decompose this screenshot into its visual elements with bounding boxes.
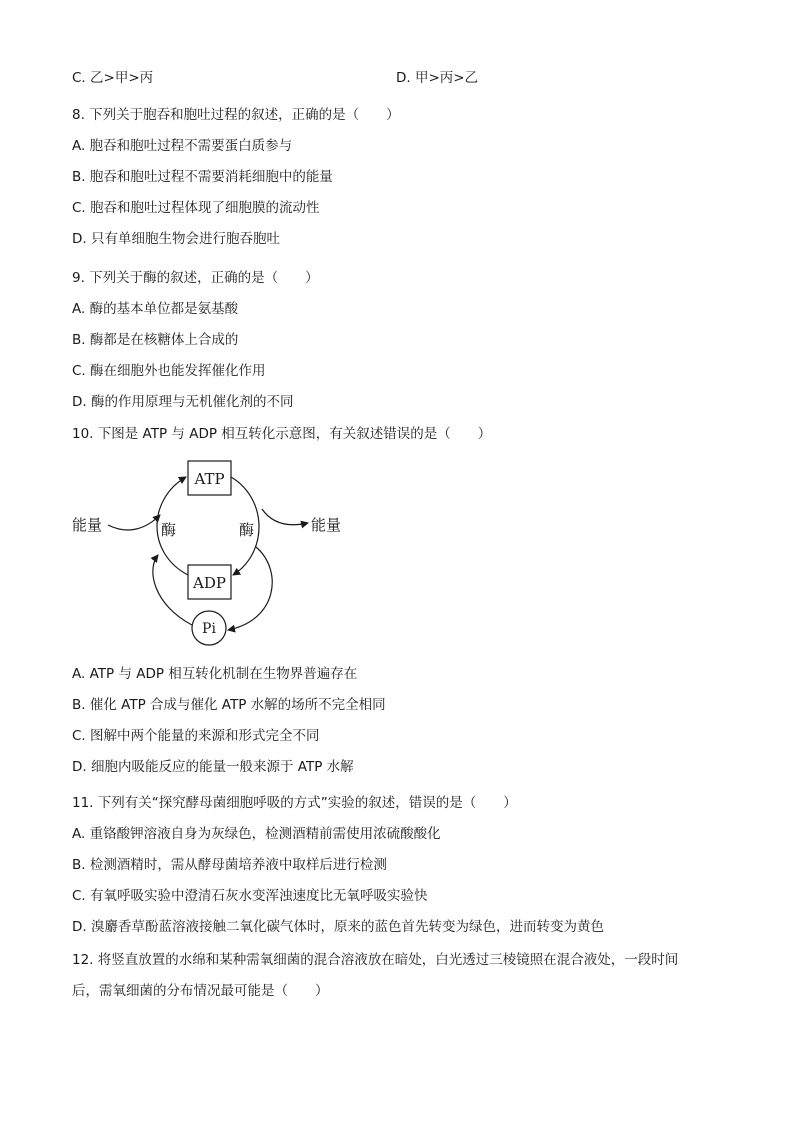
q8-option-c: C. 胞吞和胞吐过程体现了细胞膜的流动性 xyxy=(72,200,320,216)
q8-option-d: D. 只有单细胞生物会进行胞吞胞吐 xyxy=(72,231,280,247)
q11-option-d: D. 溴麝香草酚蓝溶液接触二氧化碳气体时，原来的蓝色首先转变为绿色，进而转变为黄色 xyxy=(72,919,604,935)
q12-stem-line1: 12. 将竖直放置的水绵和某种需氧细菌的混合溶液放在暗处，白光透过三棱镜照在混合液处，一段时间 xyxy=(72,952,679,968)
q11-stem: 11. 下列有关“探究酵母菌细胞呼吸的方式”实验的叙述，错误的是（ ） xyxy=(72,795,517,811)
q8-option-a: A. 胞吞和胞吐过程不需要蛋白质参与 xyxy=(72,138,293,154)
q10-option-c: C. 图解中两个能量的来源和形式完全不同 xyxy=(72,728,320,744)
enzyme-left-label: 酶 xyxy=(161,521,177,539)
q10-option-d: D. 细胞内吸能反应的能量一般来源于 ATP 水解 xyxy=(72,759,354,775)
atp-label: ATP xyxy=(194,470,225,488)
q10-option-a: A. ATP 与 ADP 相互转化机制在生物界普遍存在 xyxy=(72,666,358,682)
q11-option-a: A. 重铬酸钾溶液自身为灰绿色，检测酒精前需使用浓硫酸酸化 xyxy=(72,826,441,842)
q10-stem: 10. 下图是 ATP 与 ADP 相互转化示意图，有关叙述错误的是（ ） xyxy=(72,426,492,442)
q11-option-b: B. 检测酒精时，需从酵母菌培养液中取样后进行检测 xyxy=(72,857,387,873)
pi-label: Pi xyxy=(202,621,216,637)
pi-uptake-arrow xyxy=(153,555,192,625)
q10-option-b: B. 催化 ATP 合成与催化 ATP 水解的场所不完全相同 xyxy=(72,697,386,713)
q12-stem-line2: 后，需氧细菌的分布情况最可能是（ ） xyxy=(72,983,329,999)
q9-stem: 9. 下列关于酶的叙述，正确的是（ ） xyxy=(72,270,319,286)
atp-adp-diagram xyxy=(68,455,368,650)
q7-option-d: D. 甲>丙>乙 xyxy=(396,70,479,86)
q8-stem: 8. 下列关于胞吞和胞吐过程的叙述，正确的是（ ） xyxy=(72,107,400,123)
q7-option-c: C. 乙>甲>丙 xyxy=(72,70,154,86)
q9-option-a: A. 酶的基本单位都是氨基酸 xyxy=(72,301,239,317)
adp-label: ADP xyxy=(193,574,226,592)
energy-out-arrow xyxy=(262,509,308,525)
energy-out-label: 能量 xyxy=(311,516,342,534)
pi-release-arrow xyxy=(228,547,272,630)
q9-option-c: C. 酶在细胞外也能发挥催化作用 xyxy=(72,363,266,379)
energy-in-label: 能量 xyxy=(72,516,103,534)
energy-in-arrow xyxy=(108,515,160,530)
q11-option-c: C. 有氧呼吸实验中澄清石灰水变浑浊速度比无氧呼吸实验快 xyxy=(72,888,428,904)
q8-option-b: B. 胞吞和胞吐过程不需要消耗细胞中的能量 xyxy=(72,169,333,185)
enzyme-right-label: 酶 xyxy=(239,521,255,539)
q9-option-d: D. 酶的作用原理与无机催化剂的不同 xyxy=(72,394,294,410)
q9-option-b: B. 酶都是在核糖体上合成的 xyxy=(72,332,239,348)
